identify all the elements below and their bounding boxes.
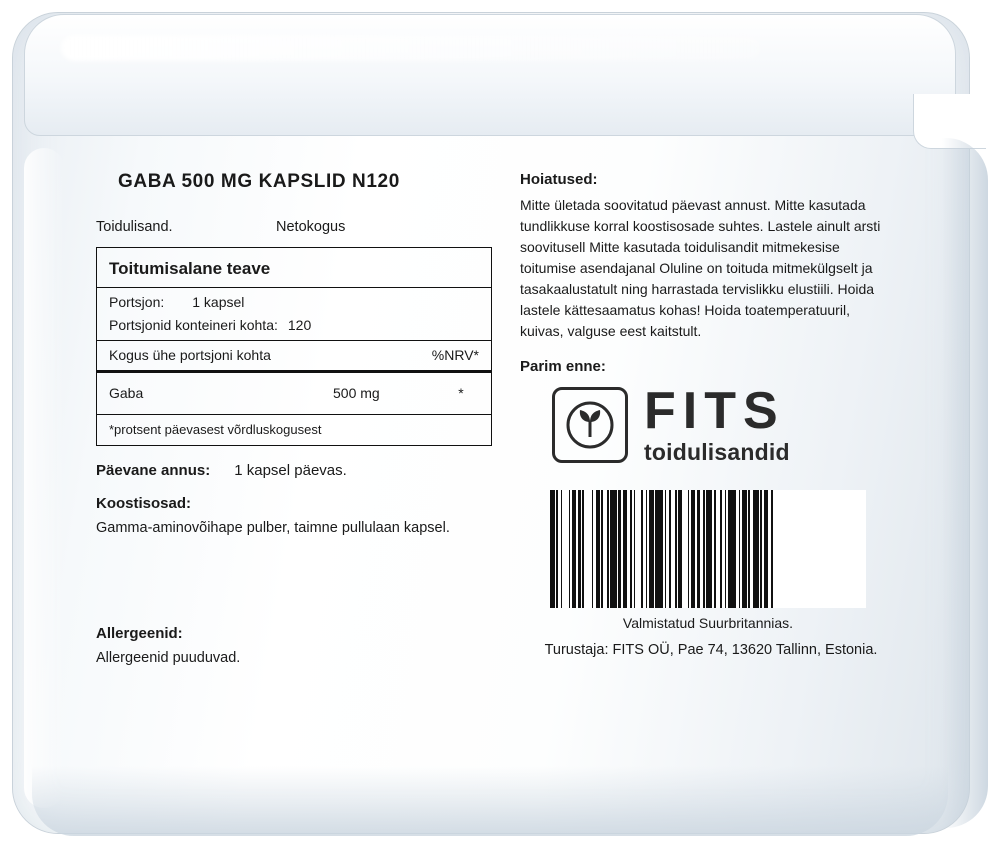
table-row [97,373,491,414]
made-in-text: Valmistatud Suurbritannias. [622,615,794,631]
brand-tagline: toidulisandid [644,439,790,465]
allergens-text: Allergeenid puuduvad. [96,650,241,667]
warnings-text: Mitte ületada soovitatud päevast annust. Mitte kasutada tundlikkuse korral koostisosade suhtes. Lastele ainult arsti soovitusell Mitte kasutada toidulisandit mitmekesise toitumise asendajanal Oluline on toituda mitmekülgselt ja tasakaalustatult ning harrastada tervislikku elustiili. Hoida lastele kättesaamatus kohas! Hoida toatemperatuuril, kuivas, valguse eest kaitstult. [520,197,881,339]
jar-right-shading [942,138,988,828]
allergens-heading: Allergeenid: [96,625,183,643]
ingredients-text: Gamma-aminovõihape pulber, taimne pullulaan kapsel. [96,520,450,536]
label-right-column [502,143,912,738]
nutrition-facts-box [96,247,492,446]
servings-per-container-value: 120 [287,317,312,333]
brand-logo [552,382,892,465]
brand-wordmark [644,382,790,465]
daily-dose-row [96,462,492,479]
jar-lid [24,14,956,136]
servings-per-container-row [97,317,491,340]
best-before-heading: Parim enne: [520,358,606,375]
distributor-text: Turustaja: FITS OÜ, Pae 74, 13620 Tallinn, Estonia. [544,642,878,658]
label-left-column [72,143,502,738]
allergens-block [96,625,492,669]
amount-header-row [97,341,491,370]
barcode-block [550,490,866,631]
serving-size-value: 1 kapsel [192,294,245,310]
barcode [550,490,866,608]
daily-dose-value: 1 kapsel päevas. [234,462,347,479]
leaf-in-circle-icon [552,387,628,463]
nutrient-name: Gaba [109,385,144,401]
brand-name: FITS [644,382,785,440]
jar-bottom-shading [32,766,948,836]
warnings-heading: Hoiatused: [520,171,598,188]
nutrient-nrv: * [458,385,464,401]
ingredients-heading: Koostisosad: [96,495,192,512]
ingredients-block [96,495,492,539]
jar-left-highlight [24,148,64,808]
serving-size-row [97,288,491,317]
category-text: Toidulisand. [96,219,173,235]
supplement-jar [8,8,992,842]
category-row [96,219,492,235]
product-label [72,143,912,738]
nutrient-amount: 500 mg [333,385,380,401]
nutrition-facts-heading: Toitumisalane teave [109,259,271,278]
page-title: GABA 500 MG KAPSLID N120 [118,171,400,192]
daily-dose-heading: Päevane annus: [96,462,211,479]
amount-per-serving-header: Kogus ühe portsjoni kohta [109,347,271,363]
serving-size-label: Portsjon: [109,294,165,310]
facts-footnote: *protsent päevasest võrdluskogusest [109,422,322,437]
nrv-header: %NRV* [431,347,479,363]
net-quantity-label: Netokogus [276,219,346,235]
lid-highlight [61,35,761,61]
servings-per-container-label: Portsjonid konteineri kohta: [109,317,278,333]
